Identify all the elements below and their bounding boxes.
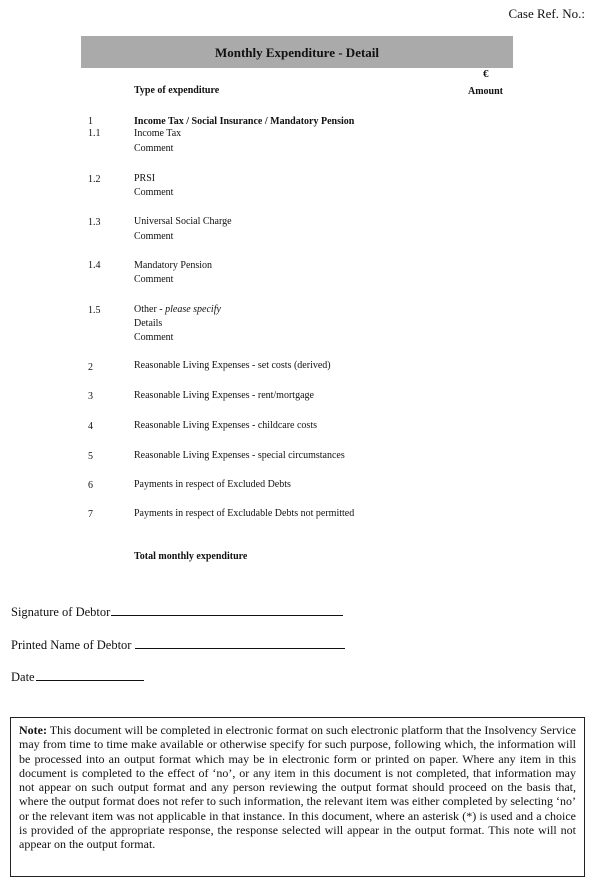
item-label-special-circumstances: Reasonable Living Expenses - special circumstances — [134, 450, 345, 461]
date-row — [11, 668, 144, 685]
signature-label: Signature of Debtor — [11, 605, 111, 619]
comment-label: Comment — [134, 274, 174, 285]
note-label: Note: — [19, 723, 47, 737]
details-label: Details — [134, 318, 163, 329]
signature-line[interactable] — [111, 603, 343, 616]
column-header-type: Type of expenditure — [134, 85, 220, 96]
item-number: 1.3 — [88, 217, 101, 228]
item-number: 6 — [88, 480, 93, 491]
printed-name-row — [11, 636, 345, 653]
item-number: 1.4 — [88, 260, 101, 271]
printed-name-label: Printed Name of Debtor — [11, 638, 132, 652]
item-number: 3 — [88, 391, 93, 402]
item-label-income-tax-group: Income Tax / Social Insurance / Mandatory Pension — [134, 116, 355, 127]
item-label-other — [134, 304, 221, 315]
item-label-income-tax: Income Tax — [134, 128, 182, 139]
comment-label: Comment — [134, 332, 174, 343]
item-number: 7 — [88, 509, 93, 520]
item-label-rent-mortgage: Reasonable Living Expenses - rent/mortgage — [134, 390, 314, 401]
item-label-mandatory-pension: Mandatory Pension — [134, 260, 213, 271]
item-number: 5 — [88, 451, 93, 462]
comment-label: Comment — [134, 143, 174, 154]
comment-label: Comment — [134, 187, 174, 198]
printed-name-line[interactable] — [135, 636, 345, 649]
item-label-set-costs: Reasonable Living Expenses - set costs (derived) — [134, 360, 331, 371]
other-label: Other - — [134, 304, 163, 315]
item-label-usc: Universal Social Charge — [134, 216, 232, 227]
item-label-childcare: Reasonable Living Expenses - childcare costs — [134, 420, 317, 431]
item-number: 1.5 — [88, 305, 101, 316]
item-label-excludable-debts: Payments in respect of Excludable Debts not permitted — [134, 508, 355, 519]
item-label-excluded-debts: Payments in respect of Excluded Debts — [134, 479, 291, 490]
currency-symbol: € — [483, 68, 489, 80]
comment-label: Comment — [134, 231, 174, 242]
item-number: 4 — [88, 421, 93, 432]
section-header-bar — [81, 36, 513, 68]
total-label: Total monthly expenditure — [134, 551, 248, 562]
note-box — [10, 717, 585, 877]
item-number: 1.2 — [88, 174, 101, 185]
please-specify-label: please specify — [165, 304, 221, 315]
signature-row — [11, 603, 343, 620]
item-number: 1 — [88, 116, 93, 127]
date-line[interactable] — [36, 668, 144, 681]
date-label: Date — [11, 670, 35, 684]
item-label-prsi: PRSI — [134, 173, 156, 184]
note-text: This document will be completed in electronic format on such electronic platform that the Insolvency Service may from time to time make available or otherwise specify for such purpose, following which, the information will be processed into an output format which may be in electronic form or printed on paper. Where any item in this document is completed to the effect of ‘no’, or any item in this document is not completed, that information may not appear on such output format and any person reviewing the output format should proceed on the basis that, where the output format does not refer to such information, the relevant item was either completed by selecting ‘no’ or the relevant item was not applicable in that instance. In this document, where an asterisk (*) is used and a choice is provided of the appropriate response, the response selected will appear in the output format. This note will not appear on the output format. — [19, 723, 576, 852]
section-title: Monthly Expenditure - Detail — [214, 45, 380, 60]
column-header-amount: Amount — [468, 86, 504, 97]
item-number: 2 — [88, 362, 93, 373]
item-number: 1.1 — [88, 128, 101, 139]
case-ref-label: Case Ref. No.: — [508, 6, 585, 21]
